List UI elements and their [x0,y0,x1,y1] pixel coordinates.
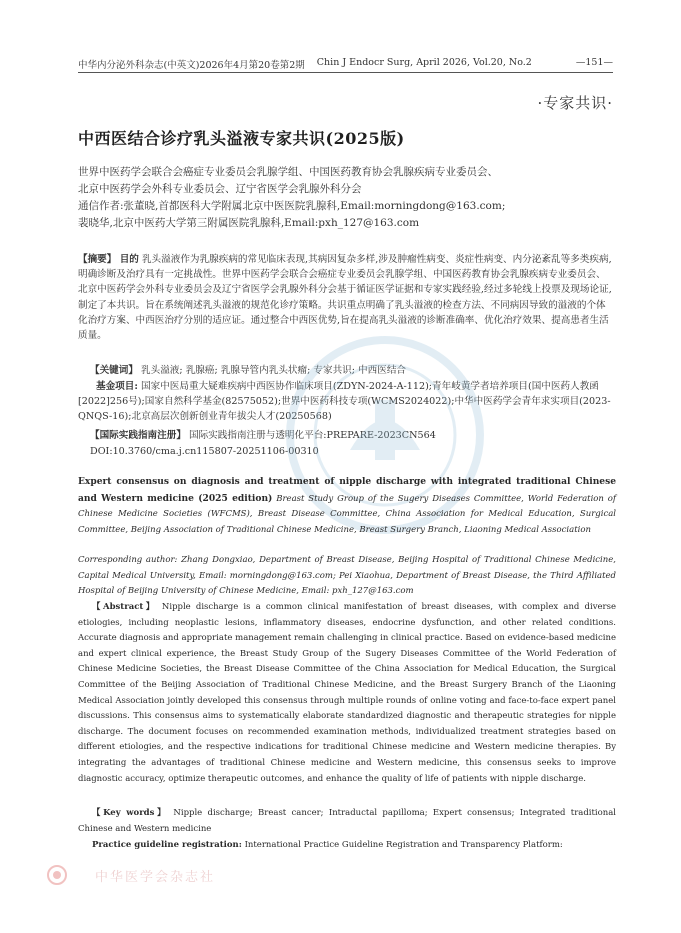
funding-cn-text: 国家中医局重大疑难疾病中西医协作临床项目(ZDYN-2024-A-112);青年岐黄学者培养项目(国中医药人教函[2022]256号);国家自然科学基金(82575052);世界中医药科技专项(WCMS2024022);中华中医药学会青年求实项目(2023-QNQS-16);北京高层次创新创业青年拔尖人才(20250568) [78,381,611,423]
english-affiliation: Breast Study Group of the Sugery Diseases Committee, World Federation of Chinese Medicine Societies (WFCMS), Breast Disease Committee, China Association for Medical Education, Surgical Committee, Beijing Association of Traditional Chinese Medicine, Breast Surgery Branch, Liaoning Medical Association [78,493,616,535]
registration-cn-text: 国际实践指南注册与透明化平台:PREPARE-2023CN564 [189,430,436,441]
registration-cn-label: 【国际实践指南注册】 [90,430,186,441]
authors-block [78,164,618,232]
publisher-footer-text: 中华医学会杂志社 [95,870,216,885]
english-keywords-label: 【Key words】 [92,808,169,818]
publisher-logo-icon [46,864,90,886]
english-abstract-label: 【Abstract】 [92,602,157,612]
correspondence-line-2: 裴晓华,北京中医药大学第三附属医院乳腺科,Email:pxh_127@163.com [78,217,420,229]
doi: DOI:10.3760/cma.j.cn115807-20251106-00310 [90,446,319,457]
article-title-cn: 中西医结合诊疗乳头溢液专家共识(2025版) [78,129,405,148]
section-label: ·专家共识· [537,94,613,112]
english-correspondence: Corresponding author: Zhang Dongxiao, Department of Breast Disease, Beijing Hospital of Traditional Chinese Medicine, Capital Medical University, Email: morningdong@163.com; Pei Xiaohua, Department of Breast Disease, the Third Affiliated Hospital of Beijing University of Chinese Medicine, Email: pxh_127@163.com [78,555,616,597]
english-registration [78,838,616,854]
english-abstract [78,600,616,787]
english-registration-text: International Practice Guideline Registration and Transparency Platform: [244,840,563,850]
keywords-cn-label: 【关键词】 [90,365,138,376]
english-title-block [78,474,616,538]
header-rule [78,72,613,73]
english-keywords [78,806,616,837]
running-header [78,57,613,71]
authors-line-2: 北京中医药学会外科专业委员会、辽宁省医学会乳腺外科分会 [78,183,362,195]
english-keywords-text: Nipple discharge; Breast cancer; Intraductal papilloma; Expert consensus; Integrated traditional Chinese and Western medicine [78,808,617,834]
funding-cn-label: 基金项目: [96,381,138,392]
authors-line-1: 世界中医药学会联合会癌症专业委员会乳腺学组、中国医药教育协会乳腺疾病专业委员会、 [78,166,498,178]
abstract-cn-text: 乳头溢液作为乳腺疾病的常见临床表现,其病因复杂多样,涉及肿瘤性病变、炎症性病变、内分泌紊乱等多类疾病,明确诊断及治疗具有一定挑战性。世界中医药学会联合会癌症专业委员会乳腺学组、中国医药教育协会乳腺疾病专业委员会、北京中医药学会外科专业委员会及辽宁省医学会乳腺外科分会基于循证医学证据和专家实践经验,经过多轮线上投票及现场论证,制定了本共识。旨在系统阐述乳头溢液的规范化诊疗策略。共识重点明确了乳头溢液的检查方法、不同病因导致的溢液的个体化治疗方案、中西医治疗分别的适应证。通过整合中西医优势,旨在提高乳头溢液的诊断准确率、优化治疗效果、提高患者生活质量。 [78,254,612,342]
journal-cn: 中华内分泌外科杂志(中英文)2026年4月第20卷第2期 [78,60,305,71]
page-number: —151— [575,57,613,68]
keywords-cn-text: 乳头溢液; 乳腺癌; 乳腺导管内乳头状瘤; 专家共识; 中西医结合 [141,365,407,376]
correspondence-line-1: 通信作者:张董晓,首都医科大学附属北京中医医院乳腺科,Email:morningdong@163.com; [78,200,506,212]
journal-en: Chin J Endocr Surg, April 2026, Vol.20, No.2 [316,57,532,68]
abstract-cn-label: 【摘要】 目的 [78,254,139,265]
english-registration-label: Practice guideline registration: [92,840,242,850]
english-title: Expert consensus on diagnosis and treatment of nipple discharge with integrated traditional Chinese and Western medicine (2025 edition) [78,476,616,504]
english-abstract-text: Nipple discharge is a common clinical manifestation of breast diseases, with complex and diverse etiologies, including neoplastic lesions, inflammatory diseases, endocrine dysfunction, and other related conditions. Accurate diagnosis and appropriate management remain challenging in clinical practice. Based on evidence-based medicine and expert clinical experience, the Breast Study Group of the Sugery Diseases Committee of the World Federation of Chinese Medicine Societies, the Breast Disease Committee of the China Association for Medical Education, the Surgical Committee of the Beijing Association of Traditional Chinese Medicine, and the Breast Surgery Branch of the Liaoning Medical Association jointly developed this consensus through multiple rounds of online voting and face-to-face expert panel discussions. This consensus aims to systematically elaborate standardized diagnostic and therapeutic strategies for nipple discharge. The document focuses on recommended examination methods, individualized treatment strategies based on different etiologies, and the respective indications for traditional Chinese medicine and Western medicine therapies. By integrating the advantages of traditional Chinese medicine and Western medicine, this consensus seeks to improve diagnostic accuracy, optimize therapeutic outcomes, and enhance the quality of life of patients with nipple discharge. [78,602,616,784]
